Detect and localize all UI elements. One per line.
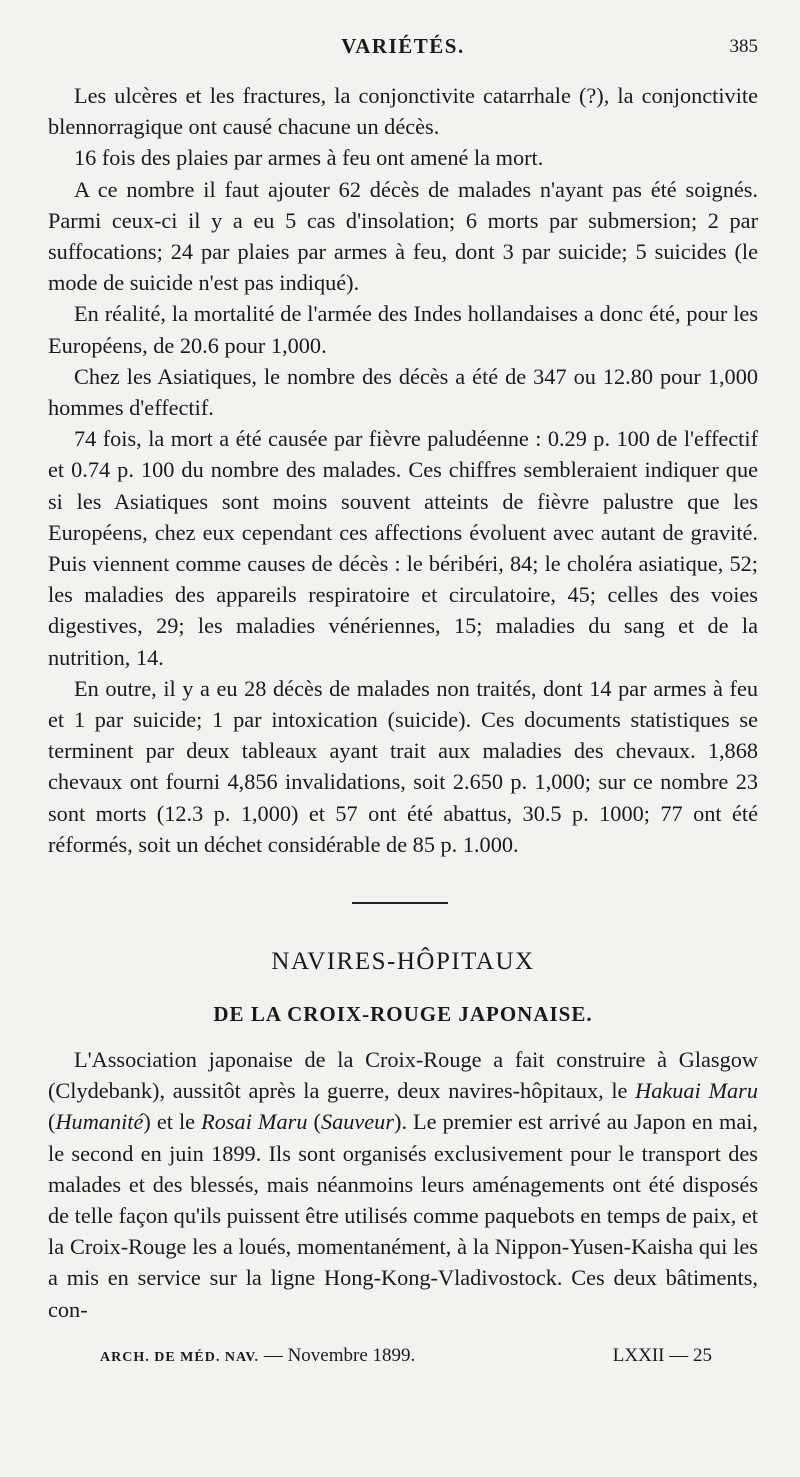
ship-meaning: Humanité [55,1109,144,1135]
ship-name: Rosai Maru [201,1109,308,1135]
paragraph [48,1044,758,1325]
section-body [48,1044,758,1325]
issue-date: — Novembre 1899. [259,1345,416,1366]
text-run: ( [307,1109,321,1135]
paragraph: Les ulcères et les fractures, la conjonctivite catarrhale (?), la conjonctivite blennorragique ont causé chacune un décès. [48,83,758,140]
section-divider [352,902,448,904]
paragraph: En réalité, la mortalité de l'armée des Indes hollandaises a donc été, pour les Européens, de 20.6 pour 1,000. [48,301,758,358]
text-run: L'Association japonaise de la Croix-Rouge a fait construire à Glasgow (Clydebank), aussitôt après la guerre, deux navires-hôpitaux, le [48,1047,758,1104]
running-header [48,34,758,64]
text-run: ). Le premier est arrivé au Japon en mai, le second en juin 1899. Ils sont organisés exclusivement pour le transport des malades et des blessés, mais néanmoins leurs aménagements ont été disposés de telle façon qu'ils puissent être utilisés comme paquebots en temps de paix, et la Croix-Rouge les a loués, momentanément, à la Nippon-Yusen-Kaisha qui les a mis en service sur la ligne Hong-Kong-Vladivostock. Ces deux bâtiments, con- [48,1109,758,1322]
paragraph: En outre, il y a eu 28 décès de malades non traités, dont 14 par armes à feu et 1 par suicide; 1 par intoxication (suicide). Ces documents statistiques se terminent par deux tableaux ayant trait aux maladies des chevaux. 1,868 chevaux ont fourni 4,856 invalidations, soit 2.650 p. 1,000; sur ce nombre 23 sont morts (12.3 p. 1,000) et 57 ont été abattus, 30.5 p. 1000; 77 ont été réformés, soit un déchet considérable de 85 p. 1.000. [48,675,758,857]
paragraph: 16 fois des plaies par armes à feu ont amené la mort. [74,145,544,171]
section-title: NAVIRES-HÔPITAUX [271,948,535,975]
ship-name: Hakuai Maru [635,1078,758,1104]
paragraph: 74 fois, la mort a été causée par fièvre paludéenne : 0.29 p. 100 de l'effectif et 0.74 p. 100 du nombre des malades. Ces chiffres sembleraient indiquer que si les Asiatiques sont moins souvent atteints de fièvre palustre que les Européens, chez eux cependant ces affections évoluent avec autant de gravité. Puis viennent comme causes de décès : le béribéri, 84; le choléra asiatique, 52; les maladies des appareils respiratoire et circulatoire, 45; celles des voies digestives, 29; les maladies vénériennes, 15; maladies du sang et de la nutrition, 14. [48,426,758,670]
section-subtitle: DE LA CROIX-ROUGE JAPONAISE. [213,1002,593,1026]
ship-meaning: Sauveur [320,1109,395,1135]
article-body [48,80,758,860]
text-run: ( [48,1109,56,1135]
paragraph: Chez les Asiatiques, le nombre des décès a été de 347 ou 12.80 pour 1,000 hommes d'effectif. [48,363,758,421]
footer-citation [100,1345,415,1367]
page-number: 385 [729,36,758,57]
running-title: VARIÉTÉS. [341,34,465,58]
page-footer [100,1345,712,1375]
text-run: ) et le [143,1109,202,1135]
paragraph: A ce nombre il faut ajouter 62 décès de malades n'ayant pas été soignés. Parmi ceux-ci il y a eu 5 cas d'insolation; 6 morts par submersion; 2 par suffocations; 24 par plaies par armes à feu, dont 3 par suicide; 5 suicides (le mode de suicide n'est pas indiqué). [48,176,758,296]
journal-name: ARCH. DE MÉD. NAV. [100,1350,260,1365]
volume-signature: LXXII — 25 [612,1345,712,1366]
